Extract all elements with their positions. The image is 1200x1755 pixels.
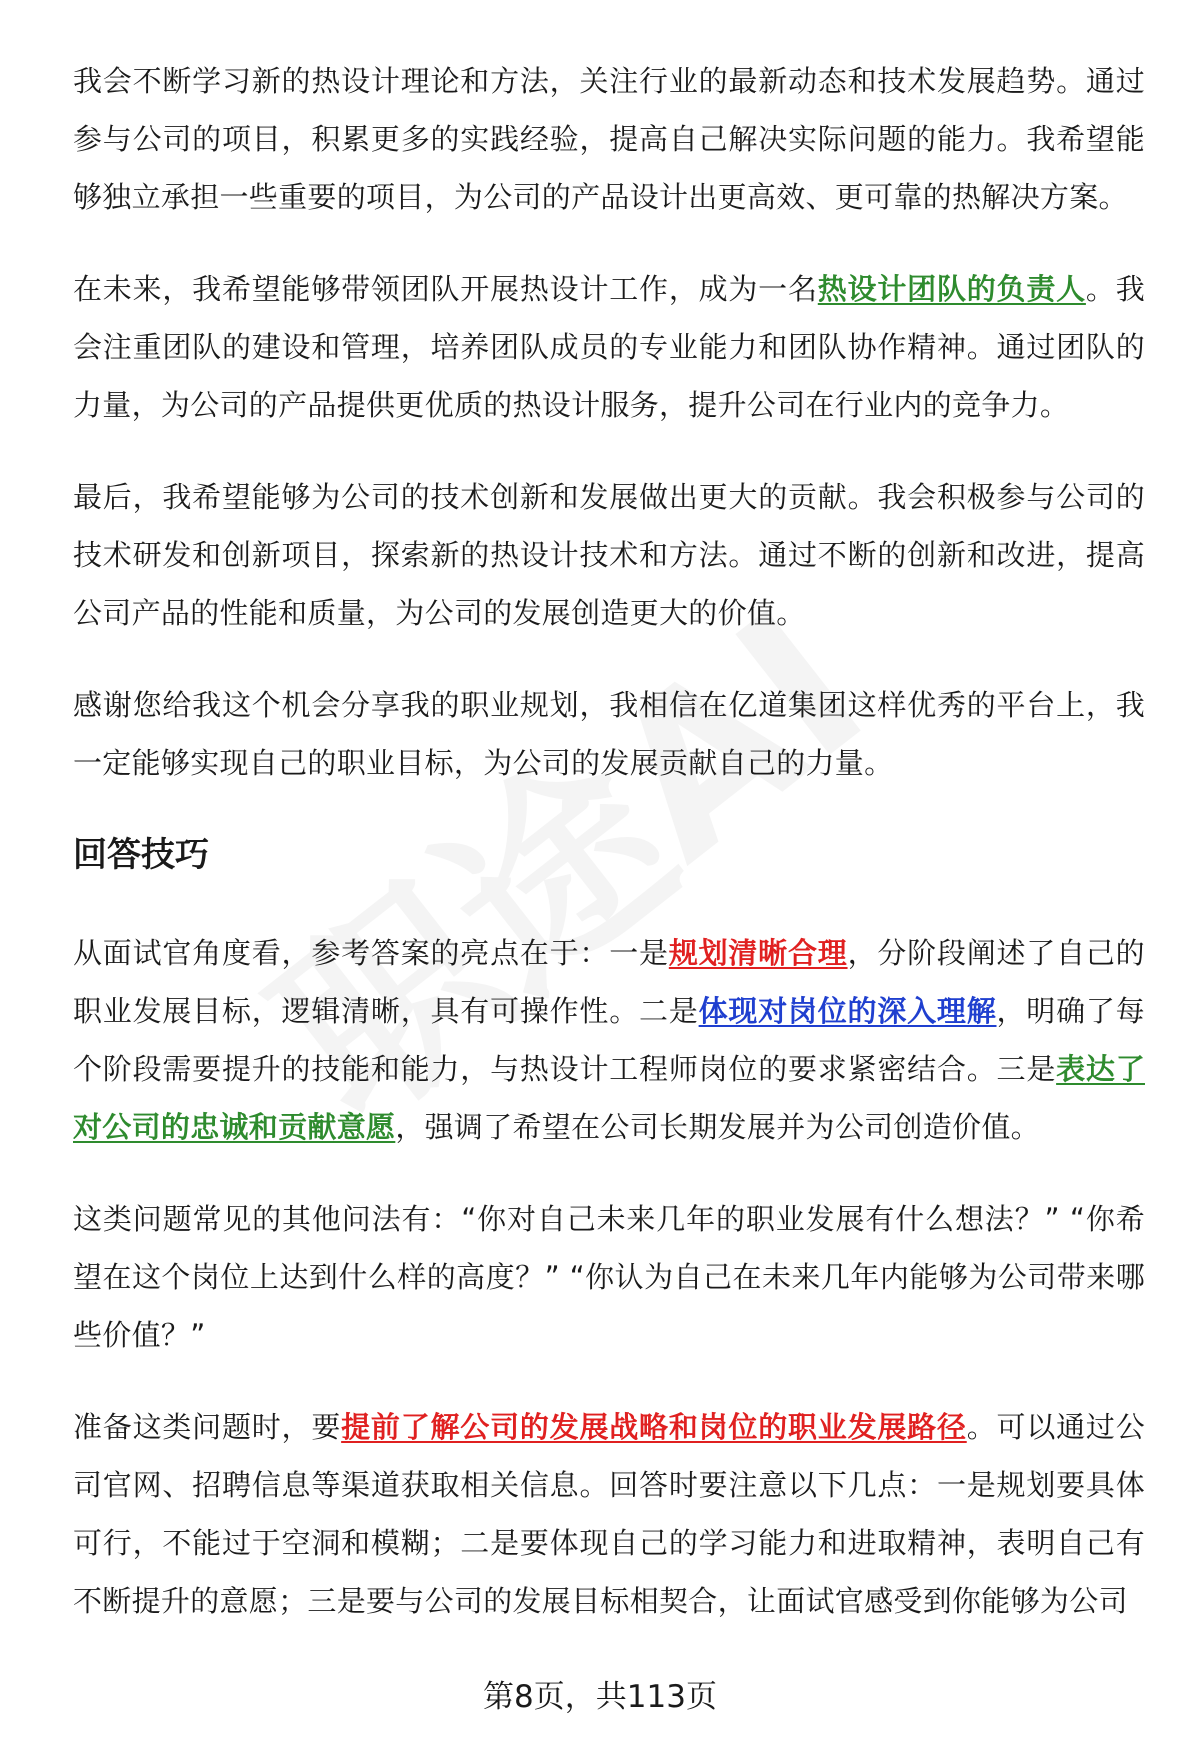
paragraph-learning: 我会不断学习新的热设计理论和方法，关注行业的最新动态和技术发展趋势。通过参与公司的项目，积累更多的实践经验，提高自己解决实际问题的能力。我希望能够独立承担一些重要的项目，为公司的产品设计出更高效、更可靠的热解决方案。 [73,64,1145,214]
paragraph-thanks: 感谢您给我这个机会分享我的职业规划，我相信在亿道集团这样优秀的平台上，我一定能够实现自己的职业目标，为公司的发展贡献自己的力量。 [73,688,1145,780]
highlight-team-leader: 热设计团队的负责人 [817,272,1086,306]
paragraph-innovation: 最后，我希望能够为公司的技术创新和发展做出更大的贡献。我会积极参与公司的技术研发和创新项目，探索新的热设计技术和方法。通过不断的创新和改进，提高公司产品的性能和质量，为公司的发展创造更大的价值。 [73,480,1145,630]
document-body [73,52,1145,1664]
page-number: 第8页，共113页 [483,1679,717,1715]
highlight-understand-strategy: 提前了解公司的发展战略和岗位的职业发展路径 [341,1410,967,1444]
paragraph-preparation: 准备这类问题时，要提前了解公司的发展战略和岗位的职业发展路径。可以通过公司官网、招聘信息等渠道获取相关信息。回答时要注意以下几点：一是规划要具体可行，不能过于空洞和模糊；二是要体现自己的学习能力和进取精神，表明自己有不断提升的意愿；三是要与公司的发展目标相契合，让面试官感受到你能够为公司 [73,1410,1145,1618]
paragraph-highlights: 从面试官角度看，参考答案的亮点在于：一是规划清晰合理，分阶段阐述了自己的职业发展目标，逻辑清晰，具有可操作性。二是体现对岗位的深入理解，明确了每个阶段需要提升的技能和能力，与热设计工程师岗位的要求紧密结合。三是表达了对公司的忠诚和贡献意愿，强调了希望在公司长期发展并为公司创造价值。 [73,936,1145,1144]
highlight-loyalty: 表达了对公司的忠诚和贡献意愿 [73,1052,1145,1144]
paragraph-future-team: 在未来，我希望能够带领团队开展热设计工作，成为一名热设计团队的负责人。我会注重团队的建设和管理，培养团队成员的专业能力和团队协作精神。通过团队的力量，为公司的产品提供更优质的热设计服务，提升公司在行业内的竞争力。 [73,272,1145,422]
highlight-clear-plan: 规划清晰合理 [668,936,848,970]
section-heading: 回答技巧 [73,835,209,875]
paragraph-other-questions: 这类问题常见的其他问法有：“你对自己未来几年的职业发展有什么想法？” “你希望在这个岗位上达到什么样的高度？” “你认为自己在未来几年内能够为公司带来哪些价值？” [73,1202,1145,1352]
highlight-deep-understanding: 体现对岗位的深入理解 [698,994,997,1028]
